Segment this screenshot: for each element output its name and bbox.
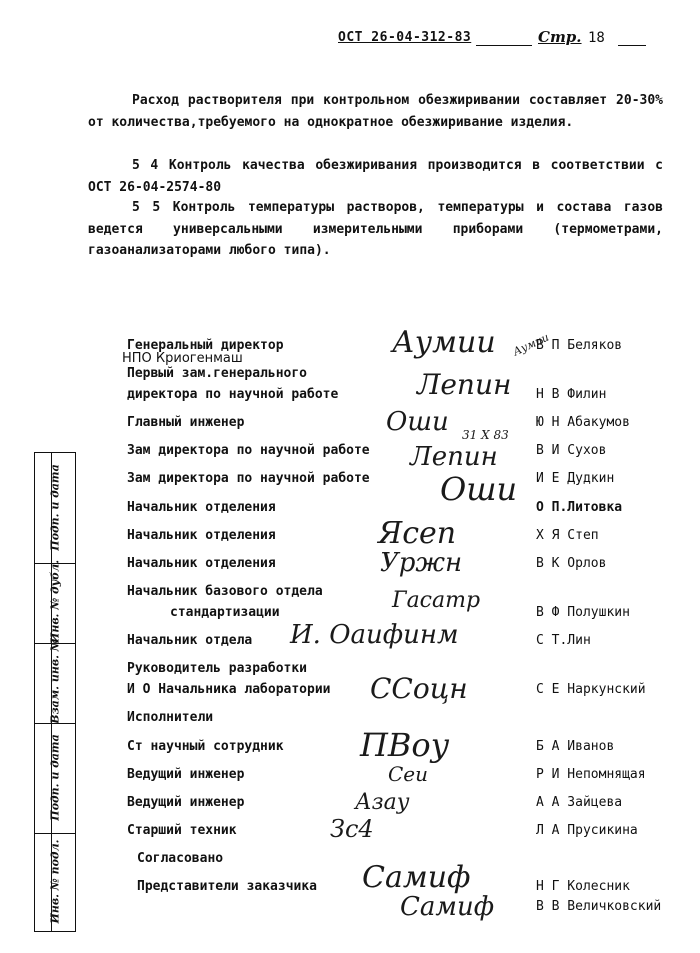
roster-name: В В Величковский [536,899,662,914]
signature: Уржн [380,548,463,578]
roster-name: Н В Филин [536,387,607,402]
roster-title: Зам директора по научной работе [127,443,370,458]
roster-section-heading: Исполнители [127,710,214,725]
paragraph-solvent-consumption: Расход растворителя при контрольном обезжиривании составляет 20-30% от количества,требуемого на однократное обезжиривание изделия. [88,93,663,130]
roster-title: Главный инженер [127,415,245,430]
roster-title: Начальник отдела [127,633,253,648]
paragraph-5-5: 5 5 Контроль температуры растворов, температуры и состава газов ведется универсальными измерительными приборами (термометрами, газоанализаторами любого типа). [88,200,663,258]
roster-title: Начальник отделения [127,556,276,571]
roster-title: Зам директора по научной работе [127,471,370,486]
signature: Гасатр [392,588,481,613]
roster-name: В П Беляков [536,338,623,353]
roster-title: Первый зам.генерального [127,366,308,381]
roster-name: В К Орлов [536,556,607,571]
roster-title: Руководитель разработки [127,661,308,676]
roster-title: Генеральный директор [127,338,284,353]
margin-stamp-label: Инв. № подл. [48,839,62,924]
signature: Ясеп [378,516,457,551]
header-rule [476,45,532,46]
page-number: 18 [588,30,605,46]
signature: Зс4 [330,815,374,843]
roster-title: Ст научный сотрудник [127,739,284,754]
roster-name: В Ф Полушкин [536,605,630,620]
roster-section-heading: Согласовано [137,851,224,866]
signature: Азау [355,790,410,815]
margin-stamp-label: Подп. и дата [48,734,62,821]
roster-name: О П.Литовка [536,500,623,515]
roster-title: Старший техник [127,823,237,838]
signature: Аумии [392,325,496,360]
roster-name: Б А Иванов [536,739,615,754]
roster-name: А А Зайцева [536,795,623,810]
roster-title: Ведущий инженер [127,795,245,810]
document-code: ОСТ 26-04-312-83 [338,30,472,45]
header-rule-2 [618,45,646,46]
signature: ПВоу [360,726,450,764]
page-label: Стр. [538,28,582,46]
roster-title: Ведущий инженер [127,767,245,782]
roster-title: Представители заказчика [137,879,318,894]
signature: Самиф [362,860,471,895]
roster-name: Л А Прусикина [536,823,638,838]
roster-name: Н Г Колесник [536,879,630,894]
signature: Лепин [410,442,498,472]
signature: Самиф [400,892,495,922]
roster-title: НПО Криогенмаш [122,351,243,366]
signature: ССоцн [370,672,468,705]
signature: Оши [386,407,449,437]
margin-stamp [34,452,76,932]
signature: Сеи [388,762,429,786]
roster-title: Начальник отделения [127,528,276,543]
signature-date: 31 Х 83 [462,428,509,442]
roster-name: В И Сухов [536,443,607,458]
roster-name: Х Я Степ [536,528,599,543]
roster-title: И О Начальника лаборатории [127,682,331,697]
roster-name: Р И Непомнящая [536,767,646,782]
roster-name: С Е Наркунский [536,682,646,697]
roster-title: Начальник отделения [127,500,276,515]
roster-name: С Т.Лин [536,633,591,648]
margin-stamp-label: Подп. и дата [48,464,62,551]
roster-title: Начальник базового отдела [127,584,323,599]
margin-stamp-label: Взам. инв. № [48,639,62,724]
roster-name: Ю Н Абакумов [536,415,630,430]
roster-title: директора по научной работе [127,387,339,402]
margin-stamp-label: Инв. № дубл. [48,559,62,644]
signature: Лепин [417,368,512,401]
signature: Аумии [511,330,551,359]
signature: Оши [440,470,518,508]
roster-title: стандартизации [170,605,280,620]
roster-name: И Е Дудкин [536,471,615,486]
signature: И. Оаифинм [290,620,459,650]
paragraph-5-4: 5 4 Контроль качества обезжиривания производится в соответствии с ОСТ 26-04-2574-80 [88,158,663,195]
